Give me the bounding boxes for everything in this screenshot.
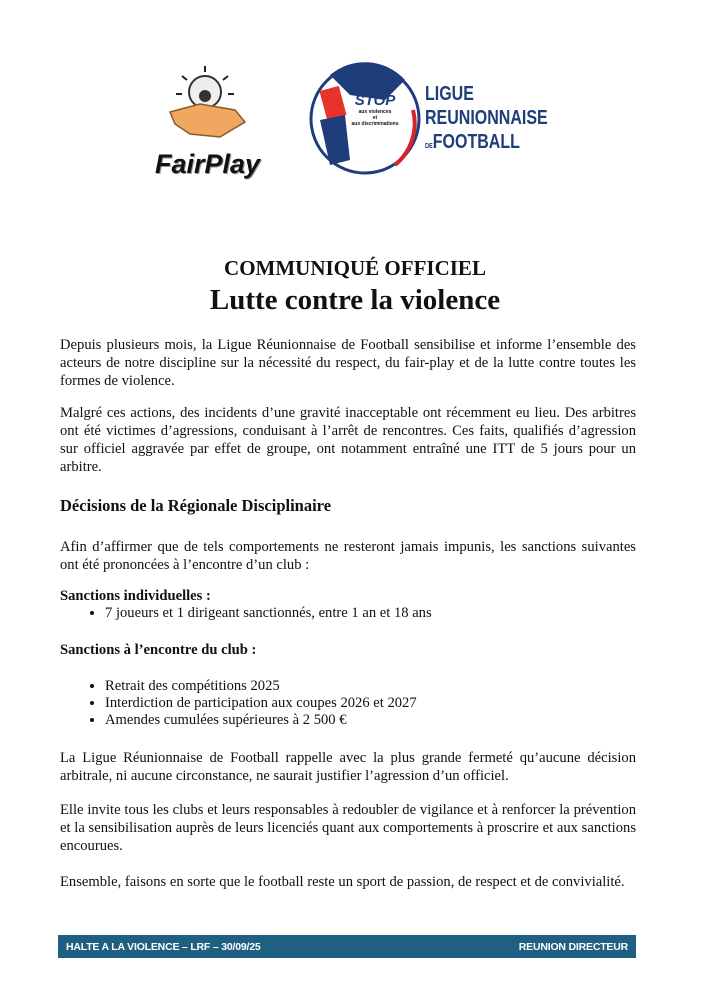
club-sanctions-heading: Sanctions à l’encontre du club : — [60, 642, 257, 658]
stop-line-3: aux discriminations — [351, 121, 399, 127]
page-title: Lutte contre la violence — [209, 284, 501, 316]
league-line-2: REUNIONNAISE — [425, 107, 548, 129]
club-sanctions-list — [60, 678, 417, 729]
paragraph-intro: Depuis plusieurs mois, la Ligue Réunionnaise de Football sensibilise et informe l’ensemble des acteurs de notre discipline sur la nécessité du respect, du fair-play et de la lutte contre toutes les formes de violence. — [60, 337, 636, 389]
handshake-ball-icon — [140, 62, 275, 142]
paragraph-closing: Ensemble, faisons en sorte que le football reste un sport de passion, de respect et de convivialité. — [60, 874, 625, 890]
section-heading: Décisions de la Régionale Disciplinaire — [60, 496, 332, 515]
league-logo — [305, 60, 555, 180]
paragraph-sanctions-intro: Afin d’affirmer que de tels comportements ne resteront jamais impunis, les sanctions suivantes ont été prononcées à l’encontre d’un club : — [60, 539, 636, 573]
stop-line-2: et — [372, 115, 378, 121]
paragraph-vigilance: Elle invite tous les clubs et leurs responsables à redoubler de vigilance et à renforcer la prévention et la sensibilisation auprès de leurs licenciés quant aux comportements à proscrire et aux sanctions encourues. — [60, 802, 636, 854]
list-item: • Amendes cumulées supérieures à 2 500 € — [105, 712, 417, 729]
stop-line-1: aux violences — [358, 109, 392, 115]
list-item: • 7 joueurs et 1 dirigeant sanctionnés, entre 1 an et 18 ans — [105, 605, 432, 622]
list-item: • Retrait des compétitions 2025 — [105, 678, 417, 695]
fairplay-text: FairPlay — [154, 149, 261, 179]
stop-text: STOP — [354, 92, 396, 109]
communique-kicker: COMMUNIQUÉ OFFICIEL — [224, 256, 486, 280]
league-line-3: FOOTBALL — [432, 131, 520, 153]
league-line-1: LIGUE — [425, 83, 474, 105]
paragraph-incidents: Malgré ces actions, des incidents d’une gravité inacceptable ont récemment eu lieu. Des arbitres ont été victimes d’agressions, conduisant à l’arrêt de rencontres. Ces faits, qualifiés d’agression sur officiel aggravée par effet de groupe, ont notamment entraîné une ITT de 5 jours pour un arbitre. — [60, 405, 636, 475]
footer-left: HALTE A LA VIOLENCE – LRF – 30/09/25 — [66, 940, 261, 953]
league-de: DE — [425, 143, 433, 150]
paragraph-firmness: La Ligue Réunionnaise de Football rappelle avec la plus grande fermeté qu’aucune décision arbitrale, ni aucune circonstance, ne saurait justifier l’agression d’un officiel. — [60, 750, 636, 784]
list-item: • Interdiction de participation aux coupes 2026 et 2027 — [105, 695, 417, 712]
individual-sanctions-list — [60, 605, 432, 622]
fairplay-logo — [140, 62, 275, 177]
footer-right: REUNION DIRECTEUR — [518, 940, 628, 953]
footer-bar — [58, 935, 636, 958]
individual-sanctions-heading: Sanctions individuelles : — [60, 588, 211, 604]
